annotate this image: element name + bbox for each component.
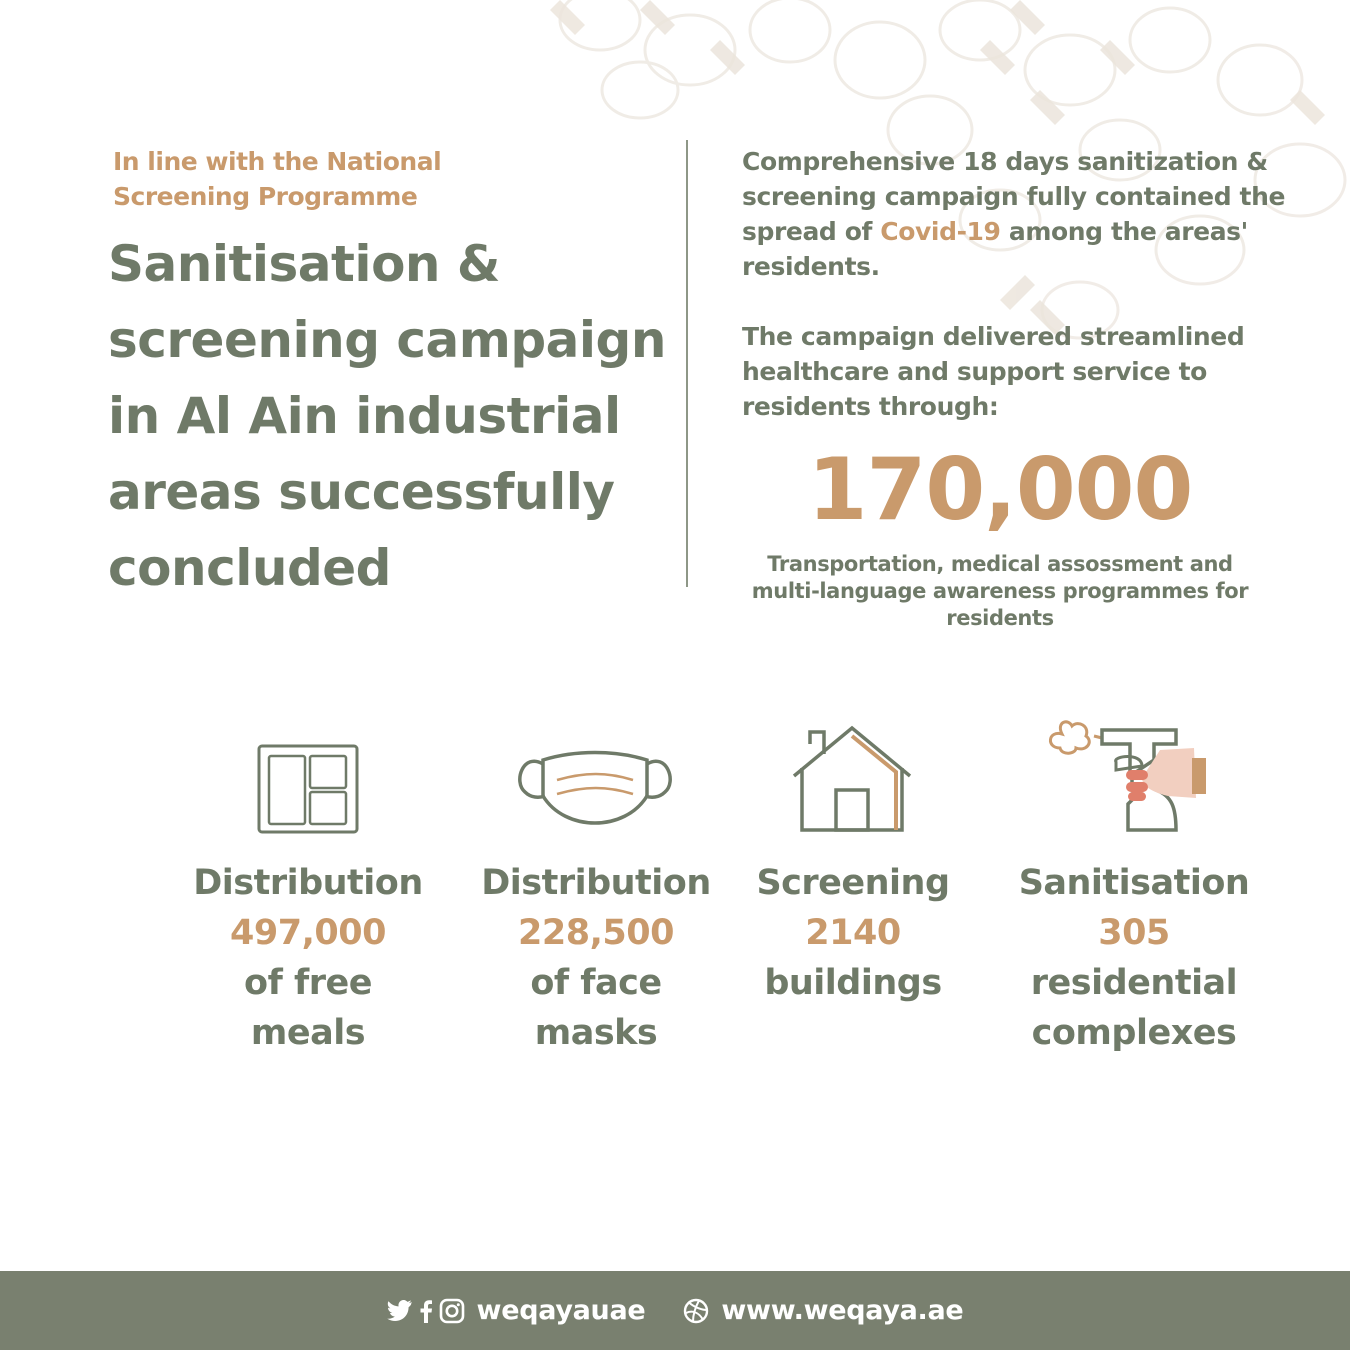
stat-label-line2: masks: [534, 1013, 658, 1053]
social-links: [387, 1295, 646, 1326]
vertical-divider: [686, 140, 688, 587]
stat-title: Screening: [756, 863, 950, 903]
stat-label-line1: buildings: [764, 963, 942, 1003]
covid-highlight: Covid-19: [880, 217, 1001, 246]
globe-icon: [683, 1298, 709, 1324]
facebook-icon[interactable]: [419, 1299, 433, 1323]
summary-text-before: Comprehensive 18 days sanitization & screening campaign fully contained the spread of: [742, 147, 1286, 246]
subtitle: In line with the National Screening Programme: [113, 147, 442, 211]
website-url[interactable]: www.weqaya.ae: [721, 1295, 964, 1326]
stat-title: Sanitisation: [1018, 863, 1250, 903]
stat-title: Distribution: [481, 863, 711, 903]
stat-number: 497,000: [230, 913, 386, 953]
stat-label-line2: complexes: [1031, 1013, 1237, 1053]
meal-tray-icon: [256, 742, 360, 836]
stat-buildings: [738, 858, 968, 1008]
social-handle[interactable]: weqayauae: [476, 1295, 646, 1326]
instagram-icon[interactable]: [439, 1298, 465, 1324]
stat-label-line1: of free: [244, 963, 372, 1003]
page-title: Sanitisation & screening campaign in Al Ain industrial areas successfully concluded: [108, 235, 666, 597]
stat-label-line2: meals: [250, 1013, 366, 1053]
big-number-caption: Transportation, medical assossment and multi-language awareness programmes for residents: [751, 552, 1249, 630]
footer-content: [0, 1271, 1350, 1350]
summary-paragraph-1: [742, 144, 1302, 284]
twitter-icon[interactable]: [387, 1300, 413, 1322]
stat-number: 2140: [805, 913, 901, 953]
stat-label-line1: residential: [1030, 963, 1238, 1003]
summary-text-after: among the areas' residents.: [742, 217, 1248, 281]
stat-complexes: [1000, 858, 1268, 1058]
face-mask-icon: [515, 750, 675, 834]
stat-masks: [466, 858, 726, 1058]
spray-bottle-icon: [1046, 712, 1208, 834]
summary-paragraph-2: The campaign delivered streamlined healthcare and support service to residents through:: [742, 322, 1245, 421]
stat-title: Distribution: [193, 863, 423, 903]
stat-number: 228,500: [518, 913, 674, 953]
stat-meals: [178, 858, 438, 1058]
house-icon: [790, 722, 914, 834]
footer-bar: [0, 1271, 1350, 1350]
big-number: 170,000: [807, 440, 1193, 540]
stat-number: 305: [1098, 913, 1170, 953]
website-link[interactable]: [683, 1295, 963, 1326]
stat-label-line1: of face: [530, 963, 662, 1003]
